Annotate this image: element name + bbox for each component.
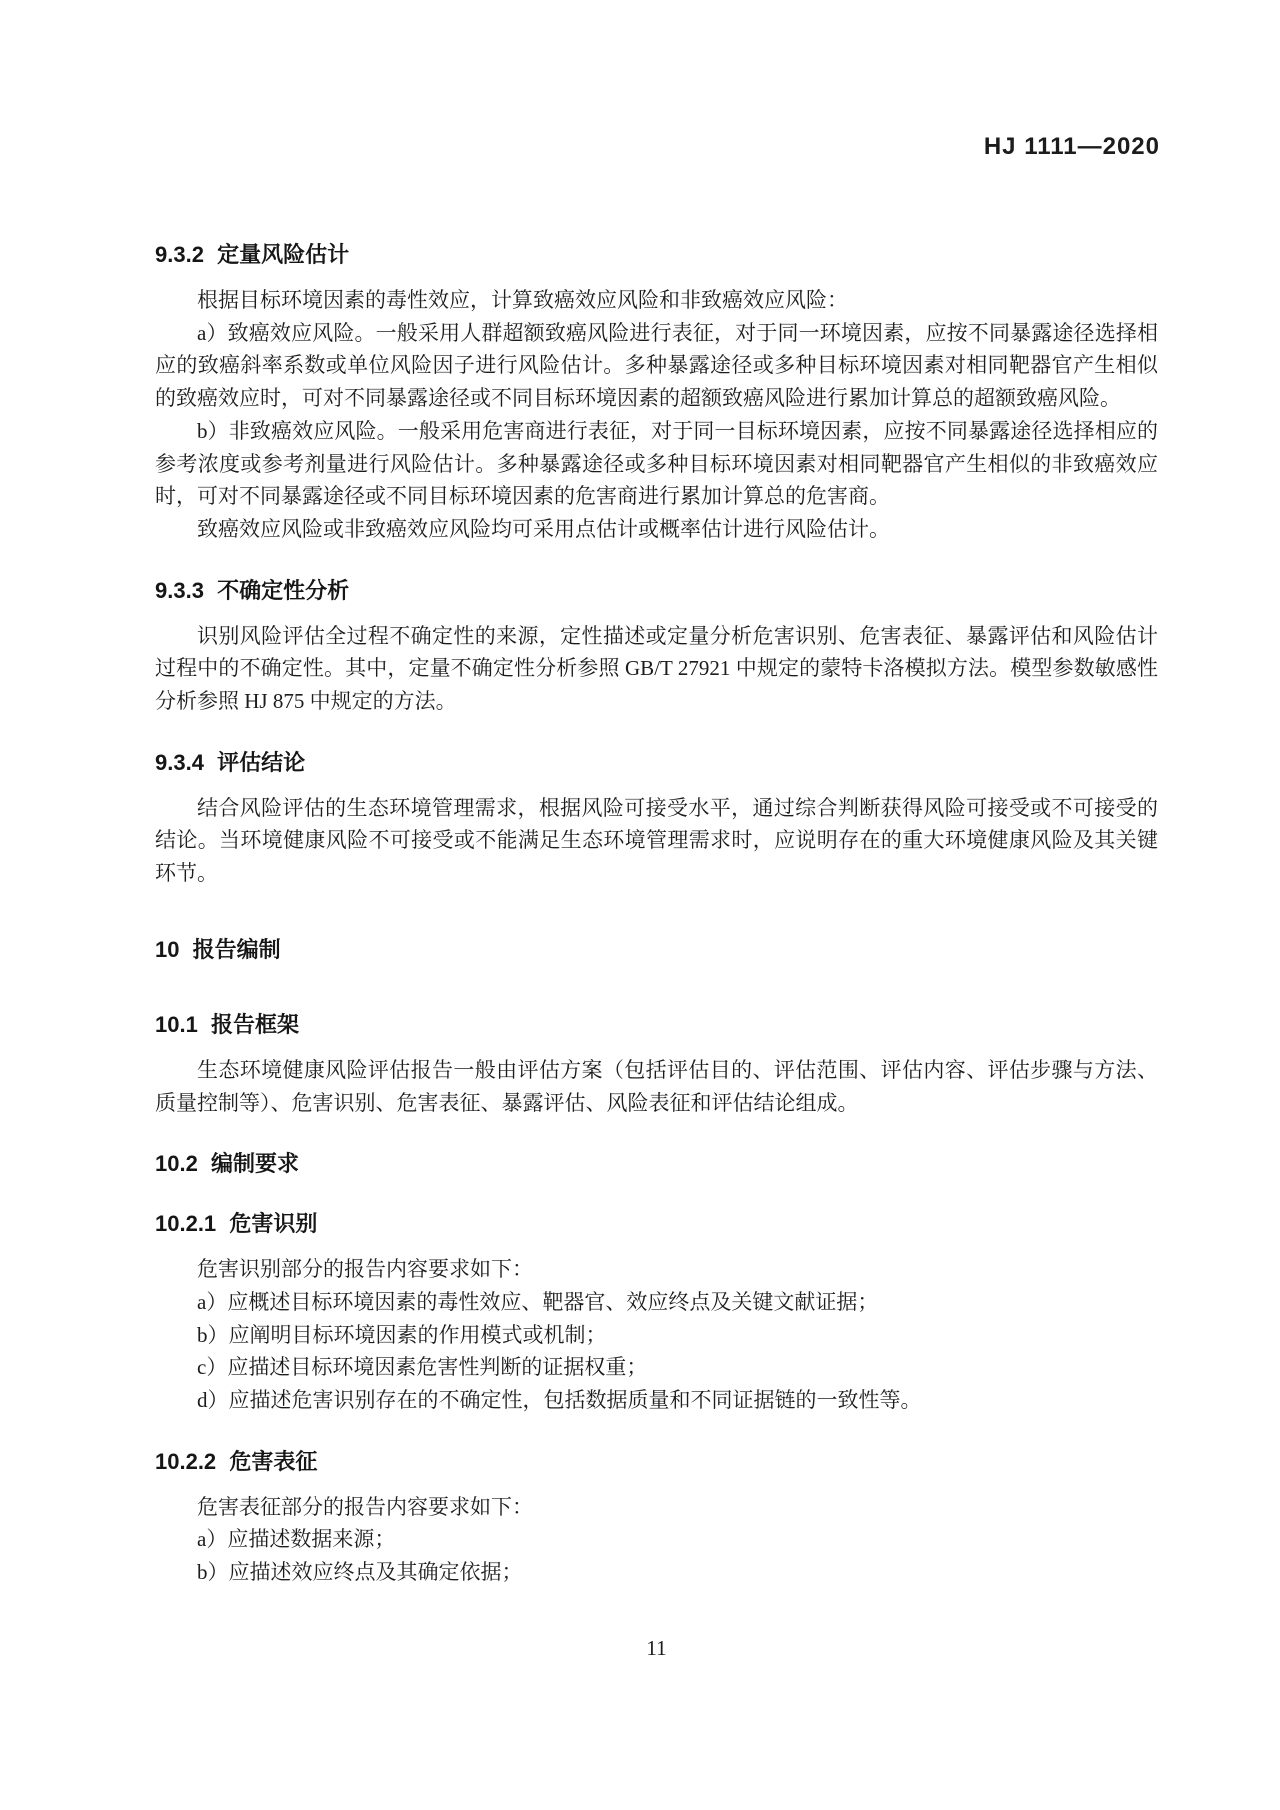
list-item-c: c）应描述目标环境因素危害性判断的证据权重； — [197, 1355, 648, 1380]
section-title: 定量风险估计 — [217, 242, 350, 267]
section-heading-10-2-1 — [155, 1209, 1158, 1239]
section-title: 危害表征 — [229, 1448, 318, 1474]
list-item-a: a）应描述数据来源； — [197, 1527, 396, 1552]
section-heading-9-3-2 — [155, 240, 1158, 270]
paragraph: 生态环境健康风险评估报告一般由评估方案（包括评估目的、评估范围、评估内容、评估步骤与方法、质量控制等）、危害识别、危害表征、暴露评估、风险表征和评估结论组成。 — [155, 1057, 1158, 1115]
section-heading-10-2-2 — [155, 1447, 1158, 1477]
paragraph: 结合风险评估的生态环境管理需求，根据风险可接受水平，通过综合判断获得风险可接受或不可接受的结论。当环境健康风险不可接受或不能满足生态环境管理需求时，应说明存在的重大环境健康风险及其关键环节。 — [155, 795, 1158, 886]
section-number: 10.2 — [155, 1151, 198, 1177]
paragraph: 根据目标环境因素的毒性效应，计算致癌效应风险和非致癌效应风险： — [197, 288, 848, 312]
paragraph: 致癌效应风险或非致癌效应风险均可采用点估计或概率估计进行风险估计。 — [197, 516, 890, 541]
section-number: 10.2.1 — [155, 1211, 217, 1237]
document-content — [155, 0, 1158, 1589]
list-item-d: d）应描述危害识别存在的不确定性，包括数据质量和不同证据链的一致性等。 — [197, 1388, 922, 1413]
section-number: 10.2.2 — [155, 1448, 217, 1474]
list-item-b: b）应阐明目标环境因素的作用模式或机制； — [197, 1322, 607, 1347]
section-heading-10-1 — [155, 1010, 1158, 1040]
section-title: 报告框架 — [211, 1011, 300, 1037]
paragraph: 危害识别部分的报告内容要求如下： — [197, 1257, 533, 1282]
doc-code: HJ 1111—2020 — [983, 133, 1160, 160]
paragraph: 危害表征部分的报告内容要求如下： — [197, 1494, 533, 1519]
chapter-number: 10 — [155, 936, 180, 962]
page-number: 11 — [646, 1636, 667, 1660]
list-item-a: a）应概述目标环境因素的毒性效应、靶器官、效应终点及关键文献证据； — [197, 1289, 879, 1314]
section-number: 9.3.4 — [155, 749, 204, 775]
chapter-title: 报告编制 — [192, 936, 281, 962]
section-heading-9-3-4 — [155, 748, 1158, 778]
section-heading-9-3-3 — [155, 576, 1158, 606]
section-number: 9.3.2 — [155, 242, 204, 267]
paragraph: 识别风险评估全过程不确定性的来源，定性描述或定量分析危害识别、危害表征、暴露评估和风险估计过程中的不确定性。其中，定量不确定性分析参照 GB/T 27921 中规定的蒙特卡洛模拟方法。模型参数敏感性分析参照 HJ 875 中规定的方法。 — [155, 623, 1158, 714]
section-title: 评估结论 — [217, 749, 306, 775]
section-title: 编制要求 — [211, 1151, 300, 1177]
section-number: 10.1 — [155, 1011, 198, 1037]
paragraph-item-a: a）致癌效应风险。一般采用人群超额致癌风险进行表征，对于同一环境因素，应按不同暴露途径选择相应的致癌斜率系数或单位风险因子进行风险估计。多种暴露途径或多种目标环境因素对相同靶器官产生相似的致癌效应时，可对不同暴露途径或不同目标环境因素的超额致癌风险进行累加计算总的超额致癌风险。 — [155, 320, 1158, 411]
list-item-b: b）应描述效应终点及其确定依据； — [197, 1560, 523, 1585]
section-number: 9.3.3 — [155, 577, 204, 603]
section-title: 不确定性分析 — [217, 577, 350, 603]
paragraph-item-b: b）非致癌效应风险。一般采用危害商进行表征，对于同一目标环境因素，应按不同暴露途径选择相应的参考浓度或参考剂量进行风险估计。多种暴露途径或多种目标环境因素对相同靶器官产生相似的非致癌效应时，可对不同暴露途径或不同目标环境因素的危害商进行累加计算总的危害商。 — [155, 418, 1158, 509]
chapter-heading-10 — [155, 936, 1158, 964]
section-title: 危害识别 — [229, 1211, 318, 1237]
section-heading-10-2 — [155, 1149, 1158, 1179]
